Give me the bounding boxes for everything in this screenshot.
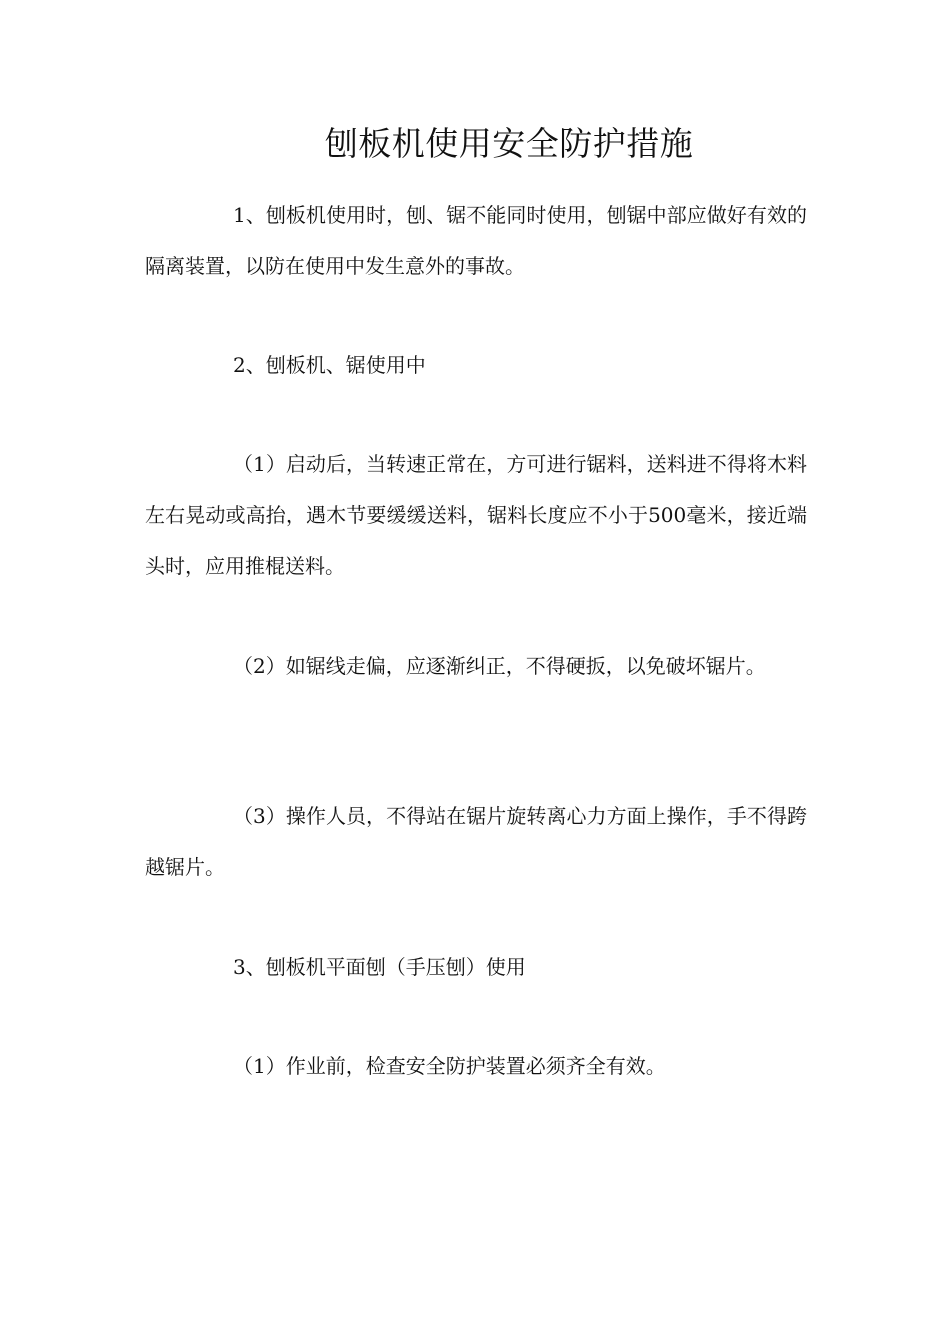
paragraph-4: （2）如锯线走偏，应逐渐纠正，不得硬扳，以免破坏锯片。 bbox=[233, 654, 766, 678]
paragraph-2: 2、刨板机、锯使用中 bbox=[233, 353, 426, 377]
document-title: 刨板机使用安全防护措施 bbox=[324, 124, 694, 163]
paragraph-5: （3）操作人员，不得站在锯片旋转离心力方面上操作，手不得跨越锯片。 bbox=[145, 804, 807, 879]
paragraph-6: 3、刨板机平面刨（手压刨）使用 bbox=[233, 955, 526, 979]
paragraph-1: 1、刨板机使用时，刨、锯不能同时使用，刨锯中部应做好有效的隔离装置，以防在使用中发生意外的事故。 bbox=[145, 203, 807, 278]
paragraph-3: （1）启动后，当转速正常在，方可进行锯料，送料进不得将木料左右晃动或高抬，遇木节要缓缓送料，锯料长度应不小于500毫米，接近端头时，应用推棍送料。 bbox=[145, 452, 807, 578]
paragraph-7: （1）作业前，检查安全防护装置必须齐全有效。 bbox=[233, 1054, 666, 1078]
